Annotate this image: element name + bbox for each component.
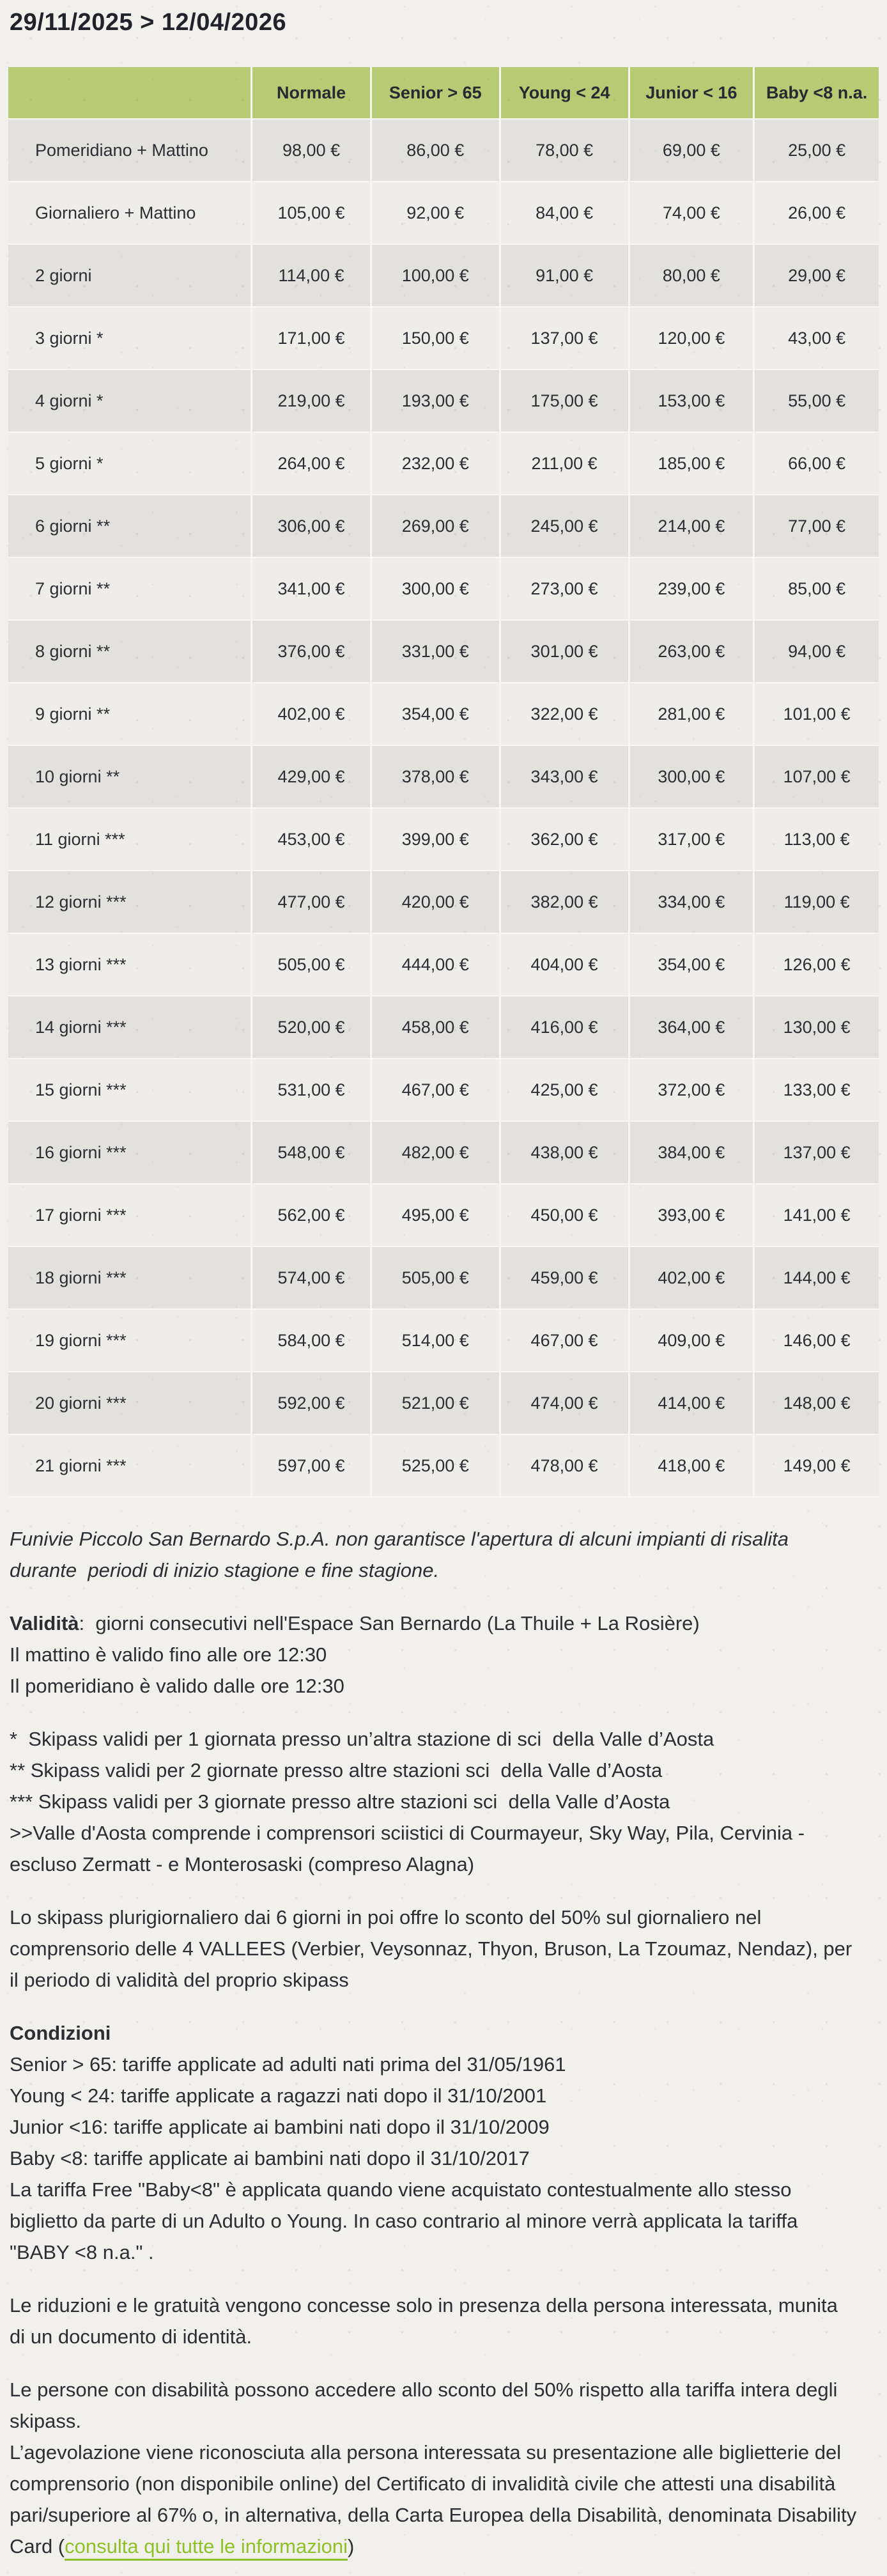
note-line: La tariffa Free "Baby<8" è applicata quando viene acquistato contestualmente allo stesso [10,2178,792,2201]
price-cell: 343,00 € [501,746,630,809]
price-cell: 149,00 € [755,1435,879,1498]
row-label: 13 giorni *** [8,934,252,997]
price-cell: 153,00 € [630,370,755,433]
price-cell: 263,00 € [630,621,755,683]
price-cell: 317,00 € [630,809,755,871]
note-line: escluso Zermatt - e Monterosaski (compreso Alagna) [10,1853,475,1875]
price-cell: 404,00 € [501,934,630,997]
note-block-validity [10,1608,879,1702]
price-cell: 119,00 € [755,871,879,934]
header-cell-normale: Normale [252,67,372,120]
note-line: >>Valle d'Aosta comprende i comprensori sciistici di Courmayeur, Sky Way, Pila, Cervinia - [10,1822,805,1844]
price-cell: 107,00 € [755,746,879,809]
price-cell: 592,00 € [252,1372,372,1435]
price-cell: 74,00 € [630,182,755,245]
price-cell: 384,00 € [630,1122,755,1184]
row-label: 12 giorni *** [8,871,252,934]
price-cell: 306,00 € [252,495,372,558]
row-label: 14 giorni *** [8,997,252,1059]
row-label: 7 giorni ** [8,558,252,621]
note-line [10,1608,879,1639]
price-cell: 92,00 € [372,182,501,245]
price-cell: 80,00 € [630,245,755,307]
price-cell: 114,00 € [252,245,372,307]
note-line [10,2531,879,2562]
note-line: * Skipass validi per 1 giornata presso un’altra stazione di sci della Valle d’Aosta [10,1728,714,1750]
price-cell: 458,00 € [372,997,501,1059]
price-cell: 531,00 € [252,1059,372,1122]
table-row [8,1184,879,1247]
price-cell: 364,00 € [630,997,755,1059]
note-line: durante periodi di inizio stagione e fine stagione. [10,1559,440,1581]
price-cell: 402,00 € [252,683,372,746]
price-cell: 269,00 € [372,495,501,558]
note-line: Senior > 65: tariffe applicate ad adulti nati prima del 31/05/1961 [10,2053,566,2076]
price-cell: 148,00 € [755,1372,879,1435]
price-cell: 474,00 € [501,1372,630,1435]
price-cell: 597,00 € [252,1435,372,1498]
price-cell: 322,00 € [501,683,630,746]
bold-label: Validità [10,1612,79,1634]
bold-label: Condizioni [10,2022,111,2044]
price-cell: 477,00 € [252,871,372,934]
note-line: Junior <16: tariffe applicate ai bambini nati dopo il 31/10/2009 [10,2116,550,2138]
table-row [8,1122,879,1184]
table-row [8,934,879,997]
price-cell: 362,00 € [501,809,630,871]
price-cell: 444,00 € [372,934,501,997]
row-label: 11 giorni *** [8,809,252,871]
note-line: Le riduzioni e le gratuità vengono concesse solo in presenza della persona interessata, munita [10,2294,838,2316]
price-cell: 211,00 € [501,433,630,495]
row-label: 17 giorni *** [8,1184,252,1247]
note-block-four-vallees-discount [10,1902,879,1996]
price-cell: 69,00 € [630,120,755,182]
price-table-header [8,67,879,120]
table-row [8,746,879,809]
price-cell: 105,00 € [252,182,372,245]
note-line: Lo skipass plurigiornaliero dai 6 giorni in poi offre lo sconto del 50% sul giornaliero nel [10,1906,762,1928]
price-cell: 144,00 € [755,1247,879,1310]
price-cell: 429,00 € [252,746,372,809]
price-cell: 425,00 € [501,1059,630,1122]
note-line: skipass. [10,2410,81,2432]
price-cell: 214,00 € [630,495,755,558]
note-line: comprensorio (non disponibile online) del Certificato di invalidità civile che attesti una disabilità [10,2472,836,2495]
header-cell-empty [8,67,252,120]
price-cell: 232,00 € [372,433,501,495]
price-cell: 354,00 € [630,934,755,997]
price-cell: 141,00 € [755,1184,879,1247]
table-row [8,1310,879,1372]
price-cell: 137,00 € [755,1122,879,1184]
row-label: 5 giorni * [8,433,252,495]
row-label: 3 giorni * [8,307,252,370]
table-row [8,997,879,1059]
table-row [8,1247,879,1310]
note-text-suffix: ) [348,2535,355,2557]
table-row [8,307,879,370]
row-label: 6 giorni ** [8,495,252,558]
price-cell: 393,00 € [630,1184,755,1247]
price-cell: 86,00 € [372,120,501,182]
price-cell: 584,00 € [252,1310,372,1372]
price-cell: 409,00 € [630,1310,755,1372]
row-label: Pomeridiano + Mattino [8,120,252,182]
price-cell: 376,00 € [252,621,372,683]
notes-section [8,1523,879,2562]
note-line: Young < 24: tariffe applicate a ragazzi nati dopo il 31/10/2001 [10,2084,547,2107]
price-cell: 219,00 € [252,370,372,433]
price-cell: 382,00 € [501,871,630,934]
price-cell: 239,00 € [630,558,755,621]
note-block-season-disclaimer [10,1523,879,1586]
note-line: Il mattino è valido fino alle ore 12:30 [10,1643,327,1666]
price-cell: 331,00 € [372,621,501,683]
price-cell: 520,00 € [252,997,372,1059]
price-cell: 450,00 € [501,1184,630,1247]
price-cell: 420,00 € [372,871,501,934]
price-cell: 505,00 € [252,934,372,997]
price-cell: 264,00 € [252,433,372,495]
price-cell: 185,00 € [630,433,755,495]
price-cell: 245,00 € [501,495,630,558]
price-cell: 175,00 € [501,370,630,433]
table-row [8,871,879,934]
price-cell: 354,00 € [372,683,501,746]
price-cell: 98,00 € [252,120,372,182]
table-row [8,182,879,245]
price-cell: 171,00 € [252,307,372,370]
row-label: 8 giorni ** [8,621,252,683]
note-text: : giorni consecutivi nell'Espace San Bernardo (La Thuile + La Rosière) [79,1612,700,1634]
price-cell: 505,00 € [372,1247,501,1310]
price-cell: 100,00 € [372,245,501,307]
price-cell: 372,00 € [630,1059,755,1122]
price-cell: 55,00 € [755,370,879,433]
row-label: 4 giorni * [8,370,252,433]
price-cell: 478,00 € [501,1435,630,1498]
price-cell: 300,00 € [630,746,755,809]
note-line: Le persone con disabilità possono accedere allo sconto del 50% rispetto alla tariffa intera degli [10,2378,838,2401]
note-block-disability [10,2374,879,2562]
price-cell: 438,00 € [501,1122,630,1184]
note-line: ** Skipass validi per 2 giornate presso altre stazioni sci della Valle d’Aosta [10,1759,663,1781]
price-cell: 120,00 € [630,307,755,370]
price-cell: 301,00 € [501,621,630,683]
note-block-reductions [10,2290,879,2352]
price-cell: 418,00 € [630,1435,755,1498]
note-line: "BABY <8 n.a." . [10,2241,154,2263]
header-cell-junior: Junior < 16 [630,67,755,120]
table-row [8,370,879,433]
row-label: 10 giorni ** [8,746,252,809]
table-row [8,120,879,182]
price-cell: 25,00 € [755,120,879,182]
row-label: 2 giorni [8,245,252,307]
row-label: Giornaliero + Mattino [8,182,252,245]
table-row [8,683,879,746]
price-table [8,67,879,1498]
price-cell: 414,00 € [630,1372,755,1435]
table-row [8,809,879,871]
price-cell: 525,00 € [372,1435,501,1498]
price-cell: 101,00 € [755,683,879,746]
header-cell-baby: Baby <8 n.a. [755,67,879,120]
row-label: 20 giorni *** [8,1372,252,1435]
price-cell: 521,00 € [372,1372,501,1435]
table-row [8,1435,879,1498]
price-cell: 126,00 € [755,934,879,997]
price-cell: 113,00 € [755,809,879,871]
header-cell-young: Young < 24 [501,67,630,120]
table-row [8,495,879,558]
table-row [8,558,879,621]
table-row [8,433,879,495]
row-label: 9 giorni ** [8,683,252,746]
row-label: 19 giorni *** [8,1310,252,1372]
price-cell: 193,00 € [372,370,501,433]
note-line: pari/superiore al 67% o, in alternativa, della Carta Europea della Disabilità, denominata Disability [10,2504,857,2526]
disability-info-link[interactable]: consulta qui tutte le informazioni [65,2535,348,2557]
price-cell: 341,00 € [252,558,372,621]
row-label: 18 giorni *** [8,1247,252,1310]
price-cell: 467,00 € [501,1310,630,1372]
row-label: 21 giorni *** [8,1435,252,1498]
price-cell: 514,00 € [372,1310,501,1372]
header-row [8,67,879,120]
page-title: 29/11/2025 > 12/04/2026 [10,9,287,36]
price-cell: 84,00 € [501,182,630,245]
price-cell: 137,00 € [501,307,630,370]
price-cell: 482,00 € [372,1122,501,1184]
price-cell: 459,00 € [501,1247,630,1310]
price-cell: 29,00 € [755,245,879,307]
note-line: di un documento di identità. [10,2325,252,2348]
price-cell: 467,00 € [372,1059,501,1122]
price-cell: 273,00 € [501,558,630,621]
note-block-skipass-asterisk-notes [10,1723,879,1880]
price-cell: 130,00 € [755,997,879,1059]
note-text: Card ( [10,2535,65,2557]
table-row [8,1372,879,1435]
note-line: biglietto da parte di un Adulto o Young. In caso contrario al minore verrà applicata la tariffa [10,2210,798,2232]
header-cell-senior: Senior > 65 [372,67,501,120]
price-cell: 85,00 € [755,558,879,621]
price-cell: 91,00 € [501,245,630,307]
price-cell: 150,00 € [372,307,501,370]
price-cell: 402,00 € [630,1247,755,1310]
price-cell: 133,00 € [755,1059,879,1122]
note-line: il periodo di validità del proprio skipass [10,1969,349,1991]
note-line: Funivie Piccolo San Bernardo S.p.A. non garantisce l'apertura di alcuni impianti di risalita [10,1528,789,1550]
price-cell: 334,00 € [630,871,755,934]
price-cell: 26,00 € [755,182,879,245]
price-cell: 495,00 € [372,1184,501,1247]
table-row [8,245,879,307]
price-cell: 548,00 € [252,1122,372,1184]
price-cell: 574,00 € [252,1247,372,1310]
note-line: *** Skipass validi per 3 giornate presso altre stazioni sci della Valle d’Aosta [10,1790,670,1813]
price-cell: 66,00 € [755,433,879,495]
price-cell: 94,00 € [755,621,879,683]
row-label: 15 giorni *** [8,1059,252,1122]
price-cell: 399,00 € [372,809,501,871]
note-line: L’agevolazione viene riconosciuta alla persona interessata su presentazione alle biglietterie del [10,2441,842,2463]
note-line: Baby <8: tariffe applicate ai bambini nati dopo il 31/10/2017 [10,2147,530,2169]
price-cell: 416,00 € [501,997,630,1059]
note-line: Il pomeridiano è valido dalle ore 12:30 [10,1675,344,1697]
row-label: 16 giorni *** [8,1122,252,1184]
price-cell: 43,00 € [755,307,879,370]
note-line: comprensorio delle 4 VALLEES (Verbier, Veysonnaz, Thyon, Bruson, La Tzoumaz, Nendaz), per [10,1937,852,1960]
price-cell: 562,00 € [252,1184,372,1247]
price-cell: 453,00 € [252,809,372,871]
price-cell: 378,00 € [372,746,501,809]
price-table-body [8,120,879,1498]
price-cell: 77,00 € [755,495,879,558]
price-cell: 300,00 € [372,558,501,621]
price-cell: 146,00 € [755,1310,879,1372]
price-cell: 78,00 € [501,120,630,182]
note-block-conditions [10,2017,879,2268]
table-row [8,1059,879,1122]
price-cell: 281,00 € [630,683,755,746]
table-row [8,621,879,683]
note-line [10,2017,879,2049]
